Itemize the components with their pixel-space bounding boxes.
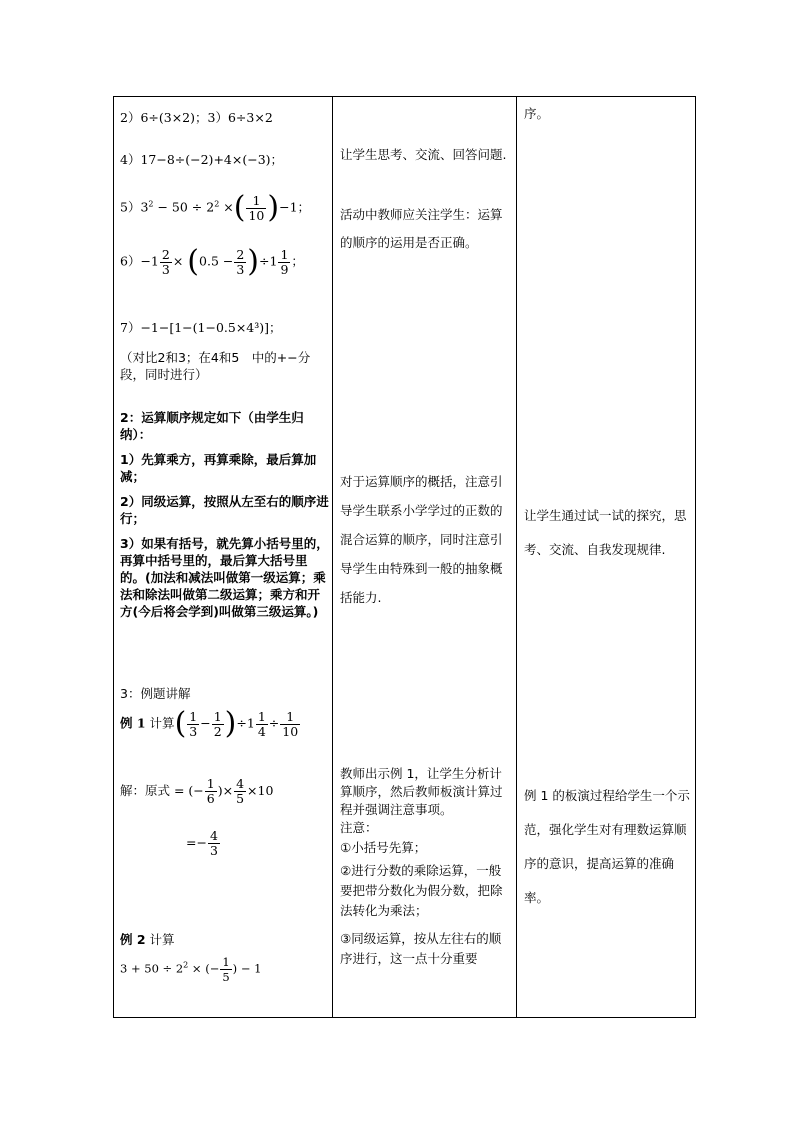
- exercise-6: 6）−1 $\frac{2}{3}$ × (0.5 − $\frac{2}{3}$ )÷1 $\frac{1}{9}$ ；: [120, 244, 304, 279]
- comparison-note: （对比2和3；在4和5 中的+−分段，同时进行）: [120, 350, 311, 382]
- design-intent-1: 序。: [524, 106, 550, 121]
- teacher-note-6: ①小括号先算；: [340, 840, 427, 855]
- teacher-note-5: 注意：: [340, 820, 378, 835]
- teacher-note-7: ②进行分数的乘除运算，一般要把带分数化为假分数，把除法转化为乘法；: [340, 863, 503, 918]
- teacher-note-4: 教师出示例 1，让学生分析计算顺序，然后教师板演计算过程并强调注意事项。: [340, 766, 503, 817]
- column-divider-2: [516, 97, 517, 1017]
- lesson-table: [113, 96, 696, 1018]
- design-intent-3: 例 1 的板演过程给学生一个示范，强化学生对有理数运算顺序的意识，提高运算的准确率。: [524, 788, 690, 905]
- solution-line-2: =− $\frac{4}{3}$: [186, 828, 218, 858]
- rule-2: 2）同级运算，按照从左至右的顺序进行；: [120, 494, 329, 526]
- example-section-title: 3：例题讲解: [120, 686, 191, 701]
- teacher-note-2: 活动中教师应关注学生：运算的顺序的运用是否正确。: [340, 207, 503, 250]
- exercise-5-times: ×: [219, 199, 234, 215]
- column-divider-1: [332, 97, 333, 1017]
- exercise-5-prefix: 5）: [120, 199, 141, 215]
- exercise-5-mid: − 50 ÷ 2: [153, 199, 215, 215]
- example-2-expression: $3 + 50 \div 2^2$ × (− $\frac{1}{5}$ ) − 1: [120, 955, 262, 984]
- exercise-2-3: 2）6÷(3×2)；3）6÷3×2: [120, 110, 273, 125]
- exercise-7: 7）−1−[1−(1−0.5×4³)]；: [120, 320, 282, 335]
- rules-title: 2：运算顺序规定如下（由学生归纳）：: [120, 410, 304, 442]
- exercise-5-base: 3: [140, 199, 149, 215]
- example-1-label: 例 1: [120, 715, 146, 731]
- teacher-note-3: 对于运算顺序的概括，注意引导学生联系小学学过的正数的混合运算的顺序，同时注意引导学生由特殊到一般的抽象概括能力.: [340, 474, 503, 605]
- solution-line-1: 解：原式 = (− $\frac{1}{6}$ )× $\frac{4}{5}$ ×10: [120, 776, 274, 806]
- exercise-5: $5)3^2 - 50 \div 2^2$ ×( $\frac{1}{10}$ )−1；: [120, 190, 311, 225]
- example-2-title: 例 2 计算: [120, 932, 175, 947]
- teacher-note-1: 让学生思考、交流、回答问题.: [340, 147, 507, 162]
- exercise-5-tail: −1；: [279, 199, 311, 215]
- rule-3: 3）如果有括号，就先算小括号里的，再算中括号里的，最后算大括号里的。(加法和减法叫做第一级运算；乘法和除法叫做第二级运算；乘方和开方(今后将会学到)叫做第三级运算。): [120, 536, 329, 619]
- teacher-note-8: ③同级运算，按从左往右的顺序进行，这一点十分重要: [340, 931, 502, 966]
- design-intent-2: 让学生通过试一试的探究，思考、交流、自我发现规律.: [524, 508, 687, 557]
- rule-1: 1）先算乘方，再算乘除，最后算加减；: [120, 452, 317, 484]
- exercise-5-fraction: $\frac{1}{10}$: [248, 192, 265, 223]
- example-1: 例 1 计算( $\frac{1}{3}$ − $\frac{1}{2}$ )÷1 $\frac{1}{4}$ ÷ $\frac{1}{10}$: [120, 706, 299, 741]
- exercise-4: 4）17−8÷(−2)+4×(−3)；: [120, 152, 284, 167]
